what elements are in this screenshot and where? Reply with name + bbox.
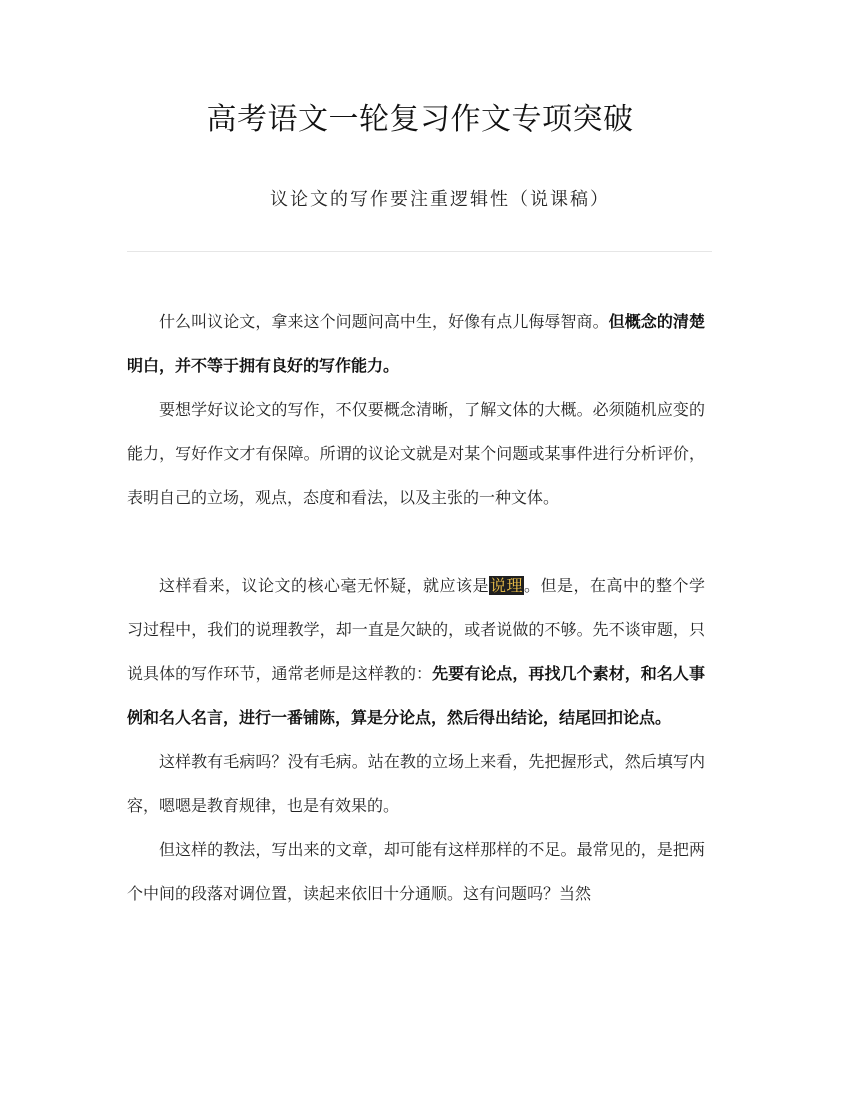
- document-title: 高考语文一轮复习作文专项突破: [206, 102, 634, 137]
- document-subtitle: 议论文的写作要注重逻辑性（说课稿）: [270, 189, 610, 210]
- paragraph-2: [127, 388, 705, 520]
- paragraph-2-text: 要想学好议论文的写作，不仅要概念清晰，了解文体的大概。必须随机应变的能力，写好作文才有保障。所谓的议论文就是对某个问题或某事件进行分析评价，表明自己的立场，观点，态度和看法，以及主张的一种文体。: [127, 400, 705, 507]
- paragraph-3-text-after: 。但是，在高中的整个学习过程中，我们的说理教学，却一直是欠缺的，或者说做的不够。先不谈审题，只说具体的写作环节，通常老师是这样教的：: [127, 576, 705, 683]
- divider: [127, 251, 712, 252]
- paragraph-1-text: 什么叫议论文，拿来这个问题问高中生，好像有点儿侮辱智商。: [159, 312, 609, 331]
- paragraph-3: [127, 564, 705, 740]
- paragraph-1: [127, 300, 705, 388]
- paragraph-3-bold: 先要有论点，再找几个素材，和名人事例和名人名言，进行一番铺陈，算是分论点，然后得出结论，结尾回扣论点。: [127, 664, 705, 727]
- paragraph-5: [127, 828, 705, 916]
- paragraph-5-text: 但这样的教法，写出来的文章，却可能有这样那样的不足。最常见的，是把两个中间的段落对调位置，读起来依旧十分通顺。这有问题吗？当然: [127, 840, 705, 903]
- highlighted-term[interactable]: 说理: [489, 576, 523, 595]
- paragraph-1-bold: 但概念的清楚明白，并不等于拥有良好的写作能力。: [127, 312, 705, 375]
- document-body: [127, 300, 705, 916]
- paragraph-4: [127, 740, 705, 828]
- paragraph-4-text: 这样教有毛病吗？没有毛病。站在教的立场上来看，先把握形式，然后填写内容，嗯嗯是教育规律，也是有效果的。: [127, 752, 705, 815]
- paragraph-3-text-before: 这样看来，议论文的核心毫无怀疑，就应该是: [159, 576, 489, 595]
